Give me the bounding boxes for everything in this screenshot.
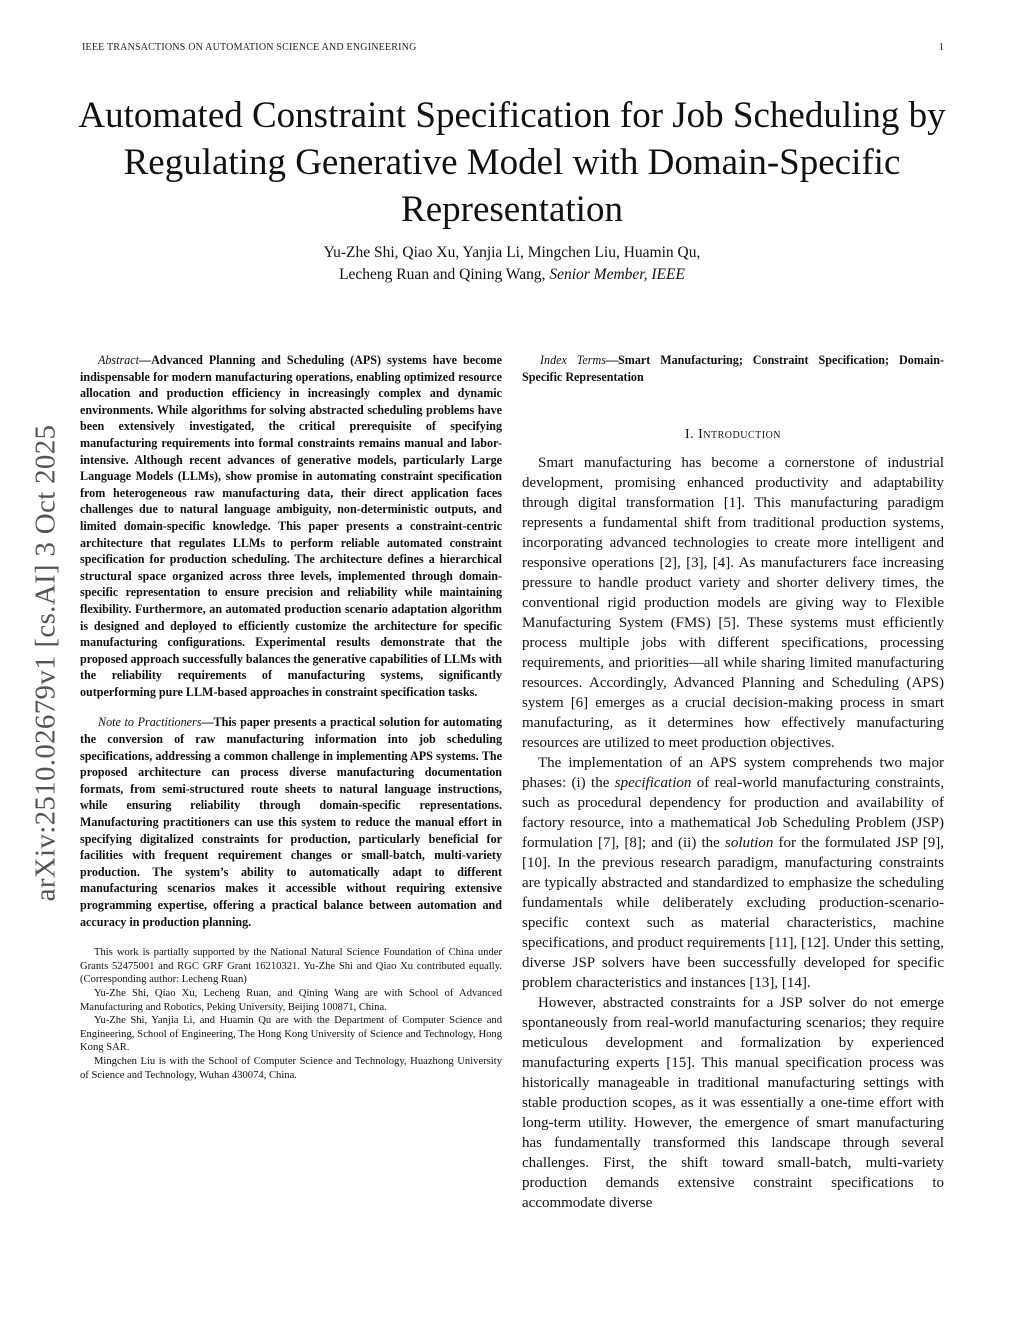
journal-name: IEEE TRANSACTIONS ON AUTOMATION SCIENCE AND ENGINEERING [82, 42, 417, 53]
author-membership: Senior Member, IEEE [549, 266, 685, 283]
left-column [80, 352, 502, 1082]
author-line-1: Yu-Zhe Shi, Qiao Xu, Yanjia Li, Mingchen Liu, Huamin Qu, [323, 244, 701, 261]
arxiv-identifier-stamp: arXiv:2510.02679v1 [cs.AI] 3 Oct 2025 [29, 424, 62, 902]
abstract-label: Abstract [98, 353, 139, 367]
author-list [100, 242, 924, 286]
footnote-affiliation-hkust: Yu-Zhe Shi, Yanjia Li, and Huamin Qu are with the Department of Computer Science and Engineering, School of Engineering, The Hong Kong University of Science and Technology, Hong Kong SAR. [80, 1015, 502, 1054]
intro-p2-text-c: for the formulated JSP [9], [10]. In the previous research paradigm, manufacturing constraints are typically abstracted and standardized to emphasize the scheduling fundamentals while deliberately excluding production-scenario-specific context such as material characteristics, machine specifications, and product requirements [11], [12]. Under this setting, diverse JSP solvers have been successfully developed for specific problem characteristics and instances [13], [14]. [522, 835, 944, 992]
footnotes [80, 946, 502, 1082]
note-label: Note to Practitioners [98, 715, 202, 730]
intro-paragraph-3: However, abstracted constraints for a JSP solver do not emerge spontaneously from real-world manufacturing scenarios; they require meticulous development and formalization by experienced manufacturing experts [15]. This manual specification process was historically manageable in traditional manufacturing settings with stable production scopes, as it was essentially a one-time effort with long-term utility. However, the emergence of smart manufacturing has fundamentally transformed this landscape through several challenges. First, the shift toward small-batch, multi-variety production demands extensive constraint specifications to accommodate diverse [522, 995, 944, 1212]
intro-paragraph-2 [522, 753, 944, 993]
abstract [80, 352, 502, 700]
author-line-2 [100, 264, 924, 286]
index-terms-text: —Smart Manufacturing; Constraint Specification; Domain-Specific Representation [522, 353, 944, 384]
intro-p2-text-b: of real-world manufacturing constraints, such as procedural dependency for production and availability of factory resource, into a mathematical Job Scheduling Problem (JSP) formulation [7], [8]; and (ii) the [522, 775, 945, 852]
intro-paragraph-1: Smart manufacturing has become a cornerstone of industrial development, promising enhanced productivity and adaptability through digital transformation [1]. This manufacturing paradigm represents a fundamental shift from traditional production systems, incorporating advanced technologies to create more intelligent and responsive operations [2], [3], [4]. As manufacturers face increasing pressure to handle product variety and shorter delivery times, the conventional rigid production models are giving way to Flexible Manufacturing System (FMS) [5]. These systems must efficiently process multiple jobs with different specifications, processing requirements, and priorities—all while sharing limited manufacturing resources. Accordingly, Advanced Planning and Scheduling (APS) system [6] emerges as a crucial decision-making process in smart manufacturing, as it determines how effectively manufacturing resources are utilized to meet production objectives. [522, 455, 944, 752]
right-column [522, 352, 944, 1213]
index-terms [522, 352, 944, 385]
introduction-body [522, 453, 944, 1213]
footnote-affiliation-pku: Yu-Zhe Shi, Qiao Xu, Lecheng Ruan, and Qining Wang are with School of Advanced Manufacturing and Robotics, Peking University, Beijing 100871, China. [80, 987, 502, 1013]
section-heading-introduction: I. Introduction [684, 427, 782, 443]
index-terms-label: Index Terms [540, 353, 606, 367]
page-number: 1 [938, 42, 944, 53]
note-to-practitioners [80, 714, 502, 930]
note-text: —This paper presents a practical solution for automating the conversion of raw manufacturing information into job scheduling specifications, addressing a common challenge in implementing APS systems. The proposed architecture can process diverse manufacturing documentation formats, from semi-structured route sheets to natural language instructions, while ensuring reliability through domain-specific representations. Manufacturing practitioners can use this system to reduce the manual effort in specifying digitalized constraints for production, particularly beneficial for facilities with frequent requirement changes or small-batch, multi-variety production. The system’s ability to automatically adapt to different manufacturing scenarios makes it accessible without requiring extensive programming expertise, offering a practical balance between automation and accuracy in production planning. [80, 715, 502, 929]
running-header [82, 42, 944, 53]
abstract-text: —Advanced Planning and Scheduling (APS) systems have become indispensable for modern manufacturing operations, enabling optimized resource allocation and production efficiency in increasingly complex and dynamic environments. While algorithms for solving abstracted scheduling problems have been extensively investigated, the critical prerequisite of specifying manufacturing requirements into formal constraints remains manual and labor-intensive. Although recent advances of generative models, particularly Large Language Models (LLMs), show promise in automating constraint specification from heterogeneous raw manufacturing data, their direct application faces challenges due to natural language ambiguity, non-deterministic outputs, and limited domain-specific knowledge. This paper presents a constraint-centric architecture that regulates LLMs to perform reliable automated constraint specification for production scheduling. The architecture defines a hierarchical structural space organized across three levels, implemented through domain-specific representation to ensure precision and reliability while maintaining flexibility. Furthermore, an automated production scenario adaptation algorithm is designed and deployed to efficiently customize the architecture for specific manufacturing configurations. Experimental results demonstrate that the proposed approach successfully balances the generative capabilities of LLMs with the reliability requirements of manufacturing systems, significantly outperforming pure LLM-based approaches in constraint specification tasks. [80, 353, 502, 699]
author-names-2: Lecheng Ruan and Qining Wang, [339, 266, 546, 283]
intro-p2-emphasis-specification: specification [614, 775, 692, 792]
paper-title: Automated Constraint Specification for Job Scheduling by Regulating Generative Model with Domain-Specific Representation [78, 95, 946, 230]
intro-p2-emphasis-solution: solution [725, 835, 774, 852]
footnote-funding: This work is partially supported by the National Natural Science Foundation of China under Grants 52475001 and RGC GRF Grant 16210321. Yu-Zhe Shi and Qiao Xu contributed equally. (Corresponding author: Lecheng Ruan) [80, 947, 502, 986]
footnote-affiliation-hust: Mingchen Liu is with the School of Computer Science and Technology, Huazhong University of Science and Technology, Wuhan 430074, China. [80, 1055, 502, 1081]
intro-p2-text-a: The implementation of an APS system comprehends two major phases: (i) the [522, 755, 944, 792]
